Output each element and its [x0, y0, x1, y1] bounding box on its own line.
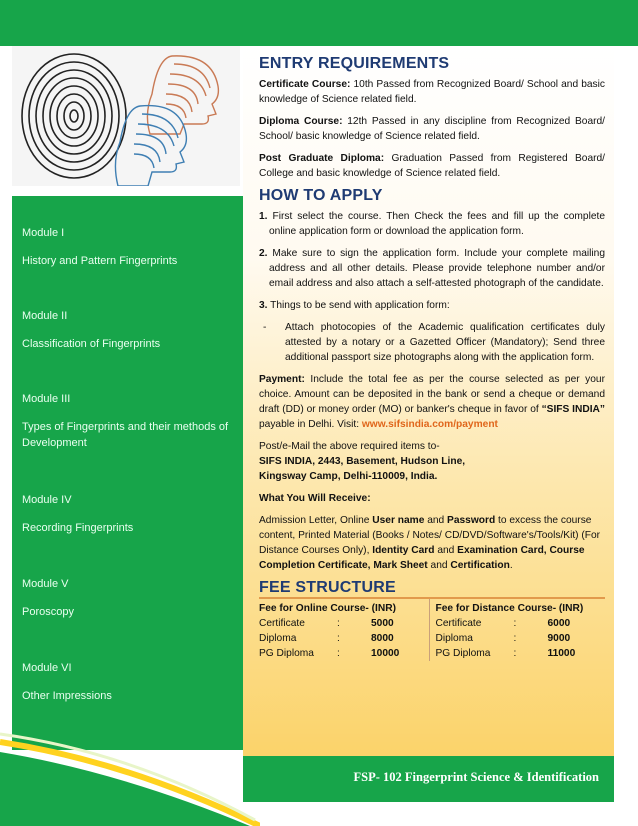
fee-row: Certificate : 5000 [259, 618, 394, 629]
module-desc: Types of Fingerprints and their methods of Development [22, 421, 229, 449]
decorative-swoosh [0, 732, 260, 826]
fee-row: Diploma : 9000 [435, 633, 571, 644]
module-desc: History and Pattern Fingerprints [22, 255, 178, 267]
module-6 [22, 660, 232, 704]
module-5 [22, 576, 232, 620]
apply-heading: HOW TO APPLY [259, 187, 383, 204]
module-desc: Poroscopy [22, 606, 74, 618]
module-desc: Other Impressions [22, 690, 112, 702]
receive-list: Admission Letter, Online User name and Password to excess the course content, Printed Material (Books / Notes/ CD/DVD/Software's/Tools/Kit) (For Distance Courses Only), Identity Card and Examination Card, Course Completion Certificate, Mark Sheet and Certification. [259, 515, 601, 571]
module-desc: Classification of Fingerprints [22, 338, 161, 350]
fee-heading: FEE STRUCTURE [259, 579, 396, 596]
fee-online-title: Fee for Online Course- (INR) [259, 603, 396, 614]
footer-title: FSP- 102 Fingerprint Science & Identification [353, 770, 599, 784]
payment-link[interactable]: www.sifsindia.com/payment [361, 419, 498, 430]
fee-row: PG Diploma : 10000 [259, 648, 400, 659]
apply-step-3-item: - Attach photocopies of the Academic qualification certificates duly attested by a notary or a Gazetted Officer (Mandatory); Send three additional passport size photographs along with the application form. [263, 322, 605, 363]
diploma-requirement: Diploma Course: 12th Passed in any discipline from Recognized Board/ School/ basic knowledge of Science related field. [259, 116, 605, 142]
fee-row: Diploma : 8000 [259, 633, 394, 644]
module-title: Module VI [22, 662, 72, 674]
fee-table [259, 597, 605, 661]
top-banner [0, 0, 638, 46]
payment-info: Payment: Include the total fee as per the course selected as per your choice. Amount can be deposited in the bank or send a cheque or demand draft (DD) or money order (MO) or banker's cheque in favor of “SIFS INDIA” payable in Delhi. Visit: www.sifsindia.com/payment [259, 374, 605, 430]
module-4 [22, 492, 232, 536]
fingerprint-head-orange [147, 56, 218, 134]
fingerprint-black [22, 54, 126, 178]
fingerprint-illustration [12, 46, 240, 186]
module-title: Module II [22, 310, 68, 322]
fee-row: PG Diploma : 11000 [435, 648, 576, 659]
postal-address: Post/e-Mail the above required items to- SIFS INDIA, 2443, Basement, Hudson Line, Kingsway Camp, Delhi-110009, India. [259, 441, 466, 482]
apply-step-1: 1. First select the course. Then Check the fees and fill up the complete online application form or download the application form. [259, 211, 605, 237]
certificate-requirement: Certificate Course: 10th Passed from Recognized Board/ School and basic knowledge of Science related field. [259, 79, 605, 105]
main-content [259, 56, 605, 661]
apply-step-3: 3. Things to be send with application form: [259, 300, 450, 311]
fee-online [259, 599, 429, 661]
module-title: Module I [22, 227, 65, 239]
module-2 [22, 308, 232, 352]
apply-step-2: 2. Make sure to sign the application form. Include your complete mailing address and all other details. Please provide telephone number and/or email address and also attach a self-attested photograph of the candidate. [259, 248, 605, 289]
module-title: Module V [22, 578, 69, 590]
module-3 [22, 391, 232, 451]
pg-requirement: Post Graduate Diploma: Graduation Passed from Registered Board/ College and basic knowledge of Science related field. [259, 153, 605, 179]
footer-bar [243, 756, 614, 802]
module-desc: Recording Fingerprints [22, 522, 134, 534]
module-title: Module III [22, 393, 71, 405]
fee-distance [429, 599, 606, 661]
fee-row: Certificate : 6000 [435, 618, 571, 629]
entry-heading: ENTRY REQUIREMENTS [259, 55, 450, 72]
receive-heading: What You Will Receive: [259, 493, 371, 504]
module-title: Module IV [22, 494, 72, 506]
fee-distance-title: Fee for Distance Course- (INR) [435, 603, 584, 614]
module-1 [22, 225, 232, 269]
